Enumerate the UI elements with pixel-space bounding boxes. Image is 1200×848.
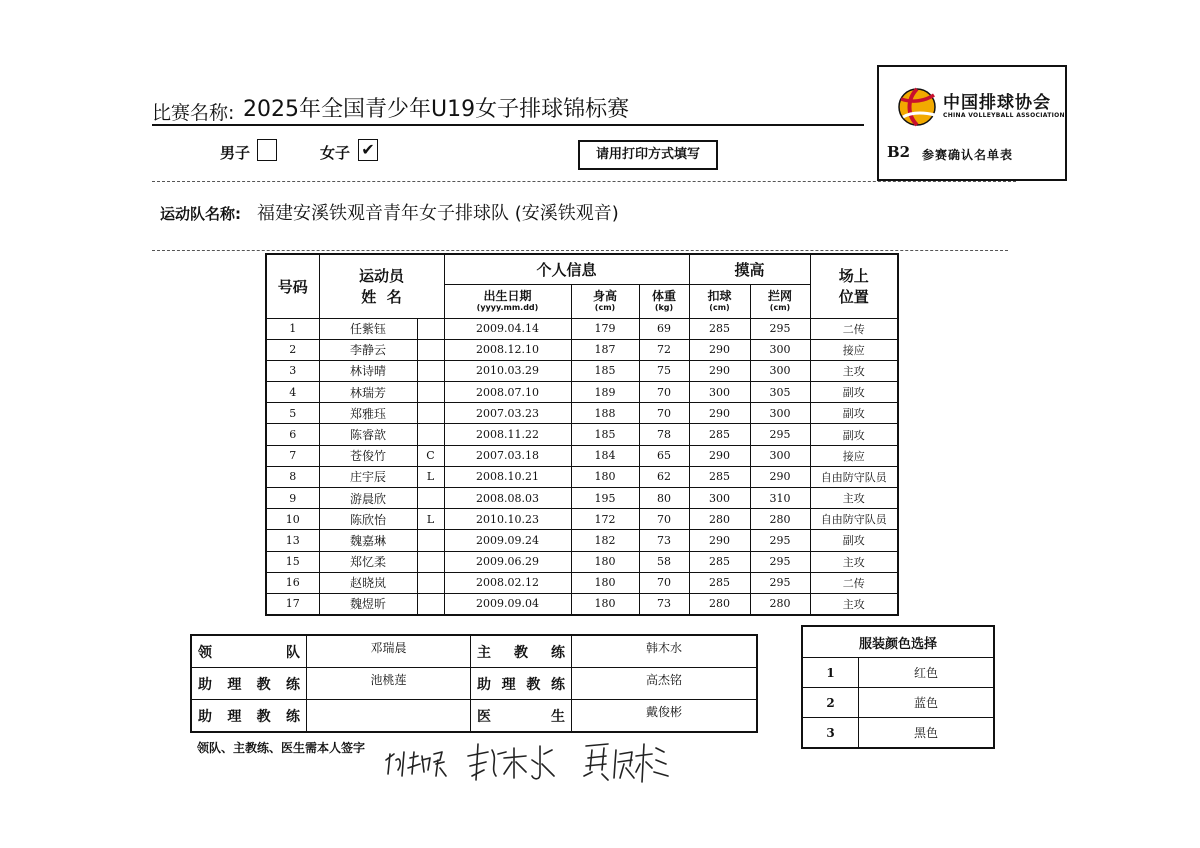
header-block	[750, 284, 810, 318]
player-weight: 65	[639, 445, 689, 466]
player-dob: 2010.10.23	[444, 509, 571, 530]
player-number: 7	[266, 445, 319, 466]
role-label-char: 练	[551, 644, 565, 661]
player-number: 2	[266, 339, 319, 360]
uniform-option-color: 蓝色	[859, 688, 995, 718]
player-role	[417, 551, 444, 572]
player-weight: 70	[639, 509, 689, 530]
player-role	[417, 339, 444, 360]
player-block-reach: 295	[750, 551, 810, 572]
role-label-char: 理	[501, 676, 516, 693]
table-row	[266, 445, 898, 466]
competition-label: 比赛名称:	[152, 102, 235, 124]
player-block-reach: 280	[750, 593, 810, 615]
role-label-char: 助	[198, 676, 212, 693]
player-weight: 73	[639, 593, 689, 615]
player-position: 副攻	[810, 382, 898, 403]
player-weight: 73	[639, 530, 689, 551]
player-position: 主攻	[810, 593, 898, 615]
team-name: 福建安溪铁观音青年女子排球队 (安溪铁观音)	[257, 203, 619, 224]
player-block-reach: 300	[750, 339, 810, 360]
player-dob: 2008.11.22	[444, 424, 571, 445]
player-weight: 62	[639, 466, 689, 487]
player-position: 接应	[810, 445, 898, 466]
player-dob: 2007.03.23	[444, 403, 571, 424]
player-dob: 2008.02.12	[444, 572, 571, 593]
uniform-option-number: 2	[802, 688, 859, 718]
player-dob: 2008.10.21	[444, 466, 571, 487]
player-position: 自由防守队员	[810, 509, 898, 530]
player-name: 赵晓岚	[319, 572, 417, 593]
player-block-reach: 295	[750, 572, 810, 593]
player-weight: 78	[639, 424, 689, 445]
role-label-char: 练	[550, 676, 565, 693]
table-row	[266, 509, 898, 530]
player-height: 182	[571, 530, 639, 551]
player-position: 副攻	[810, 424, 898, 445]
player-number: 13	[266, 530, 319, 551]
player-block-reach: 300	[750, 360, 810, 381]
header-dob-label: 出生日期	[483, 288, 532, 303]
doctor-label	[471, 700, 572, 733]
header-personal-info: 个人信息	[444, 254, 689, 284]
divider	[152, 181, 1016, 182]
role-label-char: 教	[526, 676, 541, 693]
table-row	[266, 466, 898, 487]
male-checkbox[interactable]	[257, 139, 277, 161]
player-position: 副攻	[810, 403, 898, 424]
player-spike-reach: 300	[689, 488, 750, 509]
leader-value: 邓瑞晨	[307, 635, 471, 668]
logo-name-en: CHINA VOLLEYBALL ASSOCIATION	[943, 112, 1065, 119]
player-number: 17	[266, 593, 319, 615]
uniform-option-row	[802, 688, 994, 718]
player-role	[417, 572, 444, 593]
role-label-char: 练	[285, 708, 300, 725]
player-name: 庄宇辰	[319, 466, 417, 487]
female-label: 女子	[320, 144, 351, 162]
role-label-char: 助	[477, 676, 491, 693]
player-height: 195	[571, 488, 639, 509]
uniform-option-color: 黑色	[859, 718, 995, 749]
role-label-char: 医	[477, 708, 491, 725]
table-row	[266, 339, 898, 360]
player-spike-reach: 300	[689, 382, 750, 403]
team-label: 运动队名称:	[160, 205, 241, 223]
divider	[152, 250, 1008, 251]
player-height: 180	[571, 572, 639, 593]
role-label-char: 教	[514, 644, 528, 661]
role-label-char: 主	[477, 644, 491, 661]
assistant-coach-label	[191, 668, 307, 700]
table-row	[266, 424, 898, 445]
assistant-coach-label	[191, 700, 307, 733]
uniform-option-color: 红色	[859, 658, 995, 688]
header-position-line2: 位置	[838, 288, 869, 307]
role-label-char: 助	[198, 708, 212, 725]
player-height: 172	[571, 509, 639, 530]
player-name: 林瑞芳	[319, 382, 417, 403]
player-number: 10	[266, 509, 319, 530]
doctor-value: 戴俊彬	[572, 700, 758, 733]
player-dob: 2009.06.29	[444, 551, 571, 572]
player-number: 9	[266, 488, 319, 509]
role-label-char: 队	[286, 644, 300, 661]
player-dob: 2007.03.18	[444, 445, 571, 466]
role-label-char: 理	[227, 708, 242, 725]
player-weight: 70	[639, 403, 689, 424]
player-number: 5	[266, 403, 319, 424]
header-dob-unit: (yyyy.mm.dd)	[476, 302, 539, 312]
player-name: 魏嘉琳	[319, 530, 417, 551]
table-row	[266, 360, 898, 381]
player-dob: 2010.03.29	[444, 360, 571, 381]
player-height: 187	[571, 339, 639, 360]
player-role	[417, 488, 444, 509]
table-row	[266, 382, 898, 403]
header-athlete-line2: 姓 名	[361, 288, 402, 307]
player-block-reach: 295	[750, 424, 810, 445]
header-spike-unit: (cm)	[709, 302, 730, 312]
role-label-char: 理	[227, 676, 242, 693]
player-height: 189	[571, 382, 639, 403]
assistant-coach-value: 高杰铭	[572, 668, 758, 700]
table-row	[266, 403, 898, 424]
player-number: 8	[266, 466, 319, 487]
player-dob: 2009.09.04	[444, 593, 571, 615]
header-dob	[444, 284, 571, 318]
player-height: 180	[571, 551, 639, 572]
player-height: 180	[571, 466, 639, 487]
player-height: 185	[571, 360, 639, 381]
player-number: 1	[266, 318, 319, 339]
header-height-unit: (cm)	[594, 302, 616, 312]
player-name: 郑忆柔	[319, 551, 417, 572]
player-name: 林诗晴	[319, 360, 417, 381]
assistant-coach-value: 池桃莲	[307, 668, 471, 700]
roster-table	[265, 253, 899, 616]
player-position: 二传	[810, 572, 898, 593]
player-weight: 72	[639, 339, 689, 360]
player-name: 任紫钰	[319, 318, 417, 339]
volleyball-logo-icon	[897, 87, 937, 127]
header-weight-unit: (kg)	[654, 302, 674, 312]
player-number: 4	[266, 382, 319, 403]
player-role	[417, 382, 444, 403]
player-position: 自由防守队员	[810, 466, 898, 487]
player-position: 副攻	[810, 530, 898, 551]
player-role	[417, 593, 444, 615]
header-height	[571, 284, 639, 318]
player-name: 魏煜昕	[319, 593, 417, 615]
player-height: 185	[571, 424, 639, 445]
player-height: 184	[571, 445, 639, 466]
competition-underline	[152, 124, 864, 126]
print-note: 请用打印方式填写	[578, 140, 718, 170]
header-reach: 摸高	[689, 254, 810, 284]
competition-name: 2025年全国青少年U19女子排球锦标赛	[243, 97, 630, 122]
player-weight: 58	[639, 551, 689, 572]
player-number: 6	[266, 424, 319, 445]
player-dob: 2008.07.10	[444, 382, 571, 403]
player-weight: 69	[639, 318, 689, 339]
player-number: 16	[266, 572, 319, 593]
player-weight: 70	[639, 382, 689, 403]
player-spike-reach: 285	[689, 551, 750, 572]
table-row	[266, 488, 898, 509]
uniform-option-number: 1	[802, 658, 859, 688]
player-weight: 80	[639, 488, 689, 509]
player-block-reach: 295	[750, 530, 810, 551]
header-weight-label: 体重	[651, 288, 676, 303]
player-role: L	[417, 509, 444, 530]
role-label-char: 教	[256, 676, 271, 693]
player-dob: 2008.12.10	[444, 339, 571, 360]
player-block-reach: 290	[750, 466, 810, 487]
player-role	[417, 530, 444, 551]
player-weight: 70	[639, 572, 689, 593]
uniform-color-title: 服装颜色选择	[802, 626, 994, 658]
player-dob: 2008.08.03	[444, 488, 571, 509]
player-spike-reach: 285	[689, 318, 750, 339]
player-number: 3	[266, 360, 319, 381]
player-position: 主攻	[810, 551, 898, 572]
head-coach-value: 韩木水	[572, 635, 758, 668]
player-position: 主攻	[810, 360, 898, 381]
player-block-reach: 305	[750, 382, 810, 403]
player-spike-reach: 290	[689, 339, 750, 360]
role-label-char: 生	[551, 708, 565, 725]
handwritten-signatures	[380, 730, 700, 790]
player-height: 180	[571, 593, 639, 615]
player-role: C	[417, 445, 444, 466]
assistant-coach-value	[307, 700, 471, 733]
uniform-option-row	[802, 718, 994, 749]
player-block-reach: 295	[750, 318, 810, 339]
form-code: B2	[887, 143, 911, 161]
player-position: 二传	[810, 318, 898, 339]
table-row	[266, 572, 898, 593]
player-role: L	[417, 466, 444, 487]
header-spike-label: 扣球	[707, 288, 732, 303]
header-weight	[639, 284, 689, 318]
table-row	[266, 551, 898, 572]
player-spike-reach: 285	[689, 466, 750, 487]
player-spike-reach: 280	[689, 593, 750, 615]
player-name: 陈欣怡	[319, 509, 417, 530]
header-athlete	[319, 254, 444, 318]
player-height: 179	[571, 318, 639, 339]
player-name: 陈睿歆	[319, 424, 417, 445]
role-label-char: 领	[198, 644, 212, 661]
uniform-option-row	[802, 658, 994, 688]
header-position-line1: 场上	[838, 267, 869, 286]
player-block-reach: 300	[750, 403, 810, 424]
female-checkbox[interactable]: ✔	[358, 139, 378, 161]
player-dob: 2009.04.14	[444, 318, 571, 339]
uniform-option-number: 3	[802, 718, 859, 749]
table-row	[266, 318, 898, 339]
player-position: 主攻	[810, 488, 898, 509]
header-spike	[689, 284, 750, 318]
player-role	[417, 318, 444, 339]
player-spike-reach: 290	[689, 530, 750, 551]
table-row	[266, 530, 898, 551]
player-spike-reach: 290	[689, 360, 750, 381]
header-athlete-line1: 运动员	[358, 267, 404, 286]
role-label-char: 教	[256, 708, 271, 725]
player-block-reach: 300	[750, 445, 810, 466]
player-block-reach: 310	[750, 488, 810, 509]
player-height: 188	[571, 403, 639, 424]
male-label: 男子	[220, 144, 251, 162]
player-name: 苍俊竹	[319, 445, 417, 466]
player-dob: 2009.09.24	[444, 530, 571, 551]
header-block-unit: (cm)	[769, 302, 791, 312]
leader-label	[191, 635, 307, 668]
header-block-label: 拦网	[767, 288, 792, 303]
player-name: 游晨欣	[319, 488, 417, 509]
player-role	[417, 424, 444, 445]
logo-name-cn: 中国排球协会	[943, 93, 1051, 113]
player-number: 15	[266, 551, 319, 572]
player-name: 郑雅珏	[319, 403, 417, 424]
player-spike-reach: 285	[689, 424, 750, 445]
head-coach-label	[471, 635, 572, 668]
header-height-label: 身高	[592, 288, 617, 303]
table-row	[266, 593, 898, 615]
player-position: 接应	[810, 339, 898, 360]
player-role	[417, 403, 444, 424]
header-number: 号码	[266, 254, 319, 318]
role-label-char: 练	[285, 676, 300, 693]
player-spike-reach: 290	[689, 445, 750, 466]
player-name: 李静云	[319, 339, 417, 360]
player-spike-reach: 280	[689, 509, 750, 530]
player-spike-reach: 285	[689, 572, 750, 593]
player-weight: 75	[639, 360, 689, 381]
uniform-color-table	[801, 625, 995, 749]
signature-note: 领队、主教练、医生需本人签字	[197, 741, 366, 755]
player-role	[417, 360, 444, 381]
header-position	[810, 254, 898, 318]
player-block-reach: 280	[750, 509, 810, 530]
assistant-coach-label	[471, 668, 572, 700]
player-spike-reach: 290	[689, 403, 750, 424]
form-title: 参赛确认名单表	[922, 148, 1014, 162]
staff-table	[190, 634, 758, 733]
